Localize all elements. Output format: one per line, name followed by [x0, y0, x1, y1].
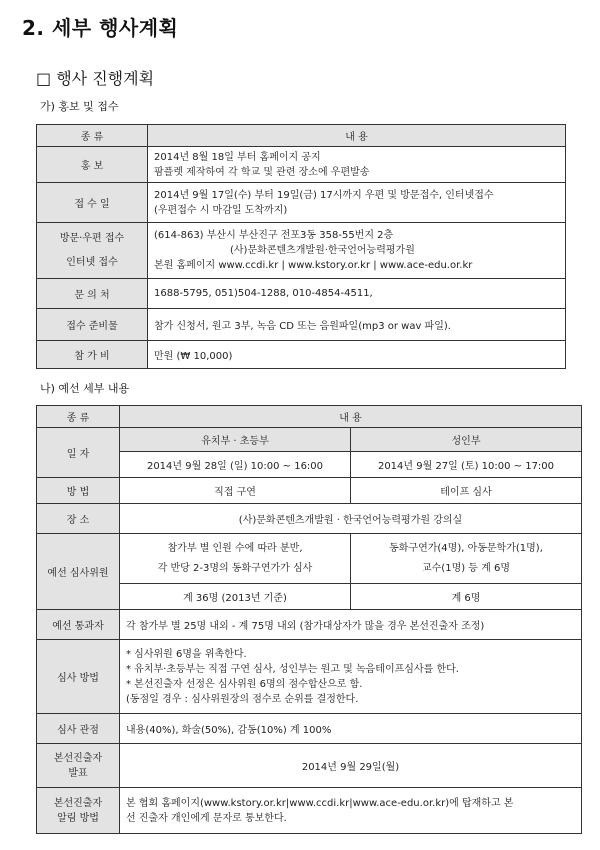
notify-content	[120, 788, 582, 834]
review-line: * 심사위원 6명을 위촉한다.	[126, 648, 247, 660]
judges-total-a: 계 36명 (2013년 기준)	[120, 584, 351, 610]
contact-content: 1688-5795, 051)504-1288, 010-4854-4511,	[148, 279, 566, 309]
promotion-label: 홍 보	[37, 147, 148, 183]
group-a-header: 유치부 · 초등부	[120, 428, 351, 452]
date-label: 일 자	[37, 428, 120, 478]
submission-method-label	[37, 223, 148, 279]
method-label: 방 법	[37, 478, 120, 504]
judges-group-a	[120, 534, 351, 584]
col-content-header: 내 용	[148, 125, 566, 147]
sub-title: □ 행사 진행계획	[36, 69, 155, 88]
contact-label: 문 의 처	[37, 279, 148, 309]
announce-value: 2014년 9월 29일(월)	[120, 744, 582, 788]
notify-line: 본 협회 홈페이지(www.kstory.or.kr|www.ccdi.kr|www.ace-edu.or.kr)에 탑재하고 본	[126, 797, 514, 809]
judges-a-line: 참가부 별 인원 수에 따라 분반,	[167, 542, 303, 554]
part-b-heading: 나) 예선 세부 내용	[40, 382, 130, 395]
pass-value: 각 참가부 별 25명 내외 - 계 75명 내외 (참가대상자가 많을 경우 본선진출자 조정)	[120, 610, 582, 640]
notify-label	[37, 788, 120, 834]
col-content-header: 내 용	[120, 406, 582, 428]
promotion-table	[36, 124, 566, 369]
announce-label-line: 본선진출자	[53, 752, 103, 764]
application-date-content	[148, 183, 566, 223]
promotion-line: 2014년 8월 18일 부터 홈페이지 공지	[154, 151, 321, 163]
submission-label-line: 방문·우편 접수	[59, 232, 125, 244]
judges-group-b	[351, 534, 582, 584]
submission-method-content	[148, 223, 566, 279]
judges-label: 예선 심사위원	[37, 534, 120, 610]
group-b-header: 성인부	[351, 428, 582, 452]
part-a-heading: 가) 홍보 및 접수	[40, 100, 119, 113]
review-content	[120, 640, 582, 714]
submission-label-line: 인터넷 접수	[66, 256, 118, 268]
pass-label: 예선 통과자	[37, 610, 120, 640]
venue-label: 장 소	[37, 504, 120, 534]
address-line: (614-863) 부산시 부산진구 전포3동 358-55번지 2층	[154, 230, 394, 241]
criteria-label: 심사 관점	[37, 714, 120, 744]
notify-line: 선 진출자 개인에게 문자로 통보한다.	[126, 812, 287, 824]
fee-label: 참 가 비	[37, 341, 148, 369]
application-date-line: 2014년 9월 17일(수) 부터 19일(금) 17시까지 우편 및 방문접수, 인터넷접수	[154, 189, 494, 201]
announce-label-line: 발표	[68, 767, 88, 779]
judges-total-b: 계 6명	[351, 584, 582, 610]
col-type-header: 종 류	[37, 125, 148, 147]
application-date-label: 접 수 일	[37, 183, 148, 223]
organization-line: (사)문화콘텐츠개발원·한국언어능력평가원	[230, 245, 415, 256]
criteria-value: 내용(40%), 화술(50%), 감동(10%) 계 100%	[120, 714, 582, 744]
preliminary-table	[36, 405, 582, 834]
announce-label	[37, 744, 120, 788]
venue-value: (사)문화콘텐츠개발원 · 한국언어능력평가원 강의실	[120, 504, 582, 534]
fee-content: 만원 (₩ 10,000)	[148, 341, 566, 369]
promotion-content	[148, 147, 566, 183]
notify-label-line: 본선진출자	[53, 797, 103, 809]
judges-b-line: 동화구연가(4명), 아동문학가(1명),	[389, 542, 543, 554]
review-line: * 본선진출자 선정은 심사위원 6명의 점수합산으로 함.	[126, 678, 363, 690]
review-line: (동점일 경우 : 심사위원장의 점수로 순위를 결정한다.	[126, 693, 359, 705]
application-date-line: (우편접수 시 마감일 도착까지)	[154, 204, 288, 216]
date-group-a: 2014년 9월 28일 (일) 10:00 ~ 16:00	[120, 452, 351, 478]
homepage-line: 본원 홈페이지 www.ccdi.kr | www.kstory.or.kr | www.ace-edu.or.kr	[154, 260, 473, 271]
col-type-header: 종 류	[37, 406, 120, 428]
section-title: 2. 세부 행사계획	[22, 16, 179, 40]
notify-label-line: 알림 방법	[57, 812, 99, 824]
materials-content: 참가 신청서, 원고 3부, 녹음 CD 또는 음원파일(mp3 or wav 파일).	[148, 309, 566, 341]
review-label: 심사 방법	[37, 640, 120, 714]
materials-label: 접수 준비물	[37, 309, 148, 341]
judges-b-line: 교수(1명) 등 계 6명	[421, 562, 511, 574]
method-group-b: 테이프 심사	[351, 478, 582, 504]
review-line: * 유치부·초등부는 직접 구연 심사, 성인부는 원고 및 녹음테이프심사를 한다.	[126, 663, 459, 675]
date-group-b: 2014년 9월 27일 (토) 10:00 ~ 17:00	[351, 452, 582, 478]
judges-a-line: 각 반당 2-3명의 동화구연가가 심사	[157, 562, 313, 574]
method-group-a: 직접 구연	[120, 478, 351, 504]
promotion-line: 팜플렛 제작하여 각 학교 및 관련 장소에 우편발송	[154, 166, 370, 178]
